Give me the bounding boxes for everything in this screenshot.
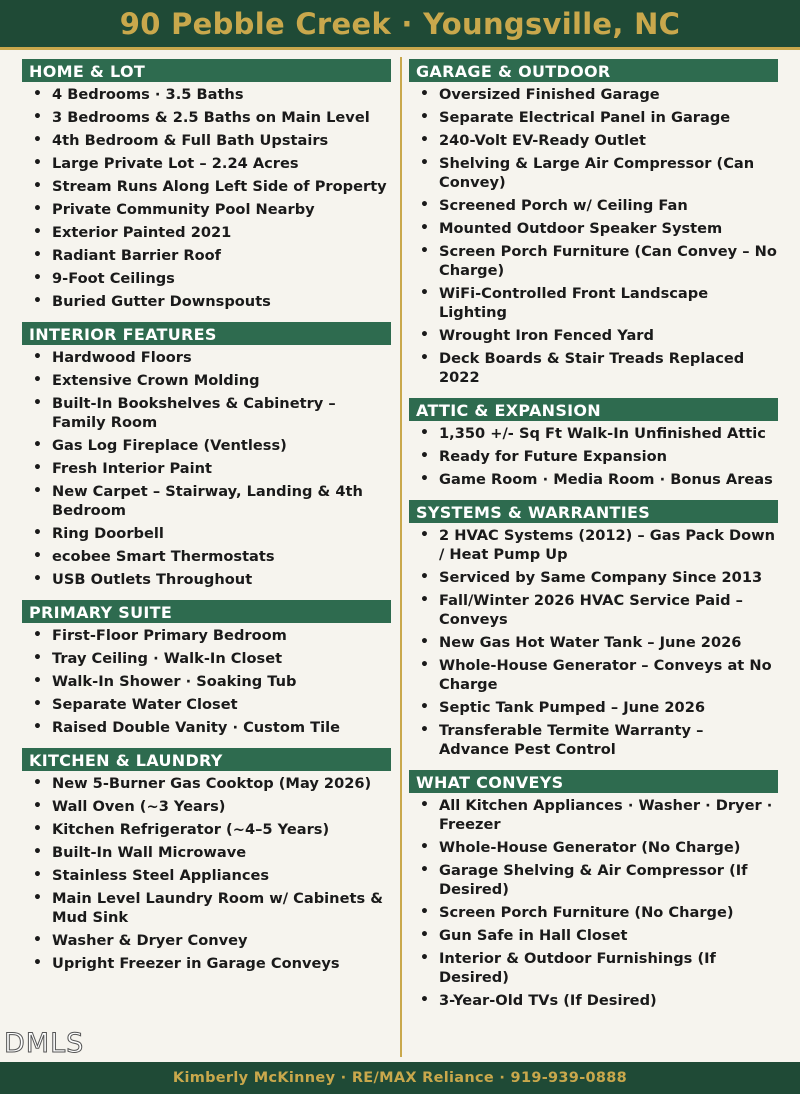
feature-list	[22, 82, 391, 311]
bullet-icon: •	[33, 525, 42, 541]
list-item	[22, 177, 391, 196]
list-item-text: New 5-Burner Gas Cooktop (May 2026)	[52, 775, 372, 792]
bullet-icon: •	[33, 201, 42, 217]
bullet-icon: •	[420, 992, 429, 1008]
bullet-icon: •	[33, 132, 42, 148]
list-item	[409, 926, 778, 945]
list-item-text: Fall/Winter 2026 HVAC Service Paid – Conveys	[439, 592, 743, 628]
bullet-icon: •	[33, 821, 42, 837]
list-item	[22, 200, 391, 219]
list-item	[409, 154, 778, 192]
list-item-text: Gas Log Fireplace (Ventless)	[52, 437, 287, 454]
list-item-text: Whole-House Generator – Conveys at No Charge	[439, 657, 772, 693]
list-item-text: Ready for Future Expansion	[439, 448, 668, 465]
left-column	[22, 59, 391, 984]
list-item	[22, 889, 391, 927]
bullet-icon: •	[33, 460, 42, 476]
list-item-text: Hardwood Floors	[52, 349, 192, 366]
list-item-text: 4 Bedrooms · 3.5 Baths	[52, 86, 244, 103]
bullet-icon: •	[33, 109, 42, 125]
list-item	[409, 326, 778, 345]
bullet-icon: •	[33, 798, 42, 814]
list-item-text: Buried Gutter Downspouts	[52, 293, 271, 310]
section-attic-expansion	[409, 398, 778, 489]
list-item	[409, 447, 778, 466]
bullet-icon: •	[420, 285, 429, 301]
list-item	[22, 348, 391, 367]
list-item-text: Screen Porch Furniture (Can Convey – No Charge)	[439, 243, 777, 279]
list-item	[409, 424, 778, 443]
list-item	[22, 570, 391, 589]
section-title: INTERIOR FEATURES	[22, 322, 391, 345]
list-item	[22, 695, 391, 714]
list-item	[409, 796, 778, 834]
list-item	[409, 196, 778, 215]
bullet-icon: •	[420, 109, 429, 125]
bullet-icon: •	[420, 657, 429, 673]
list-item-text: New Gas Hot Water Tank – June 2026	[439, 634, 742, 651]
bullet-icon: •	[420, 197, 429, 213]
bullet-icon: •	[420, 86, 429, 102]
section-garage-outdoor	[409, 59, 778, 387]
list-item-text: 1,350 +/- Sq Ft Walk-In Unfinished Attic	[439, 425, 766, 442]
list-item	[22, 931, 391, 950]
bullet-icon: •	[420, 927, 429, 943]
list-item	[22, 269, 391, 288]
page-title: 90 Pebble Creek · Youngsville, NC	[119, 6, 681, 41]
list-item-text: ecobee Smart Thermostats	[52, 548, 275, 565]
list-item	[409, 108, 778, 127]
list-item-text: Interior & Outdoor Furnishings (If Desired)	[439, 950, 716, 986]
list-item	[22, 820, 391, 839]
list-item-text: 4th Bedroom & Full Bath Upstairs	[52, 132, 329, 149]
list-item-text: 2 HVAC Systems (2012) – Gas Pack Down / Heat Pump Up	[439, 527, 776, 563]
bullet-icon: •	[420, 471, 429, 487]
list-item	[409, 633, 778, 652]
list-item	[22, 626, 391, 645]
feature-list	[409, 523, 778, 759]
list-item-text: Screened Porch w/ Ceiling Fan	[439, 197, 688, 214]
list-item-text: Mounted Outdoor Speaker System	[439, 220, 723, 237]
section-primary-suite	[22, 600, 391, 737]
list-item-text: 3-Year-Old TVs (If Desired)	[439, 992, 657, 1009]
mls-watermark: DMLS	[4, 1028, 85, 1059]
list-item	[22, 131, 391, 150]
bullet-icon: •	[33, 548, 42, 564]
bullet-icon: •	[33, 571, 42, 587]
list-item-text: 240-Volt EV-Ready Outlet	[439, 132, 646, 149]
bullet-icon: •	[33, 867, 42, 883]
list-item	[22, 547, 391, 566]
list-item-text: New Carpet – Stairway, Landing & 4th Bedroom	[52, 483, 363, 519]
list-item-text: Oversized Finished Garage	[439, 86, 660, 103]
list-item-text: Transferable Termite Warranty – Advance Pest Control	[439, 722, 704, 758]
list-item	[22, 866, 391, 885]
list-item-text: Washer & Dryer Convey	[52, 932, 248, 949]
bullet-icon: •	[33, 247, 42, 263]
bullet-icon: •	[33, 673, 42, 689]
list-item-text: Serviced by Same Company Since 2013	[439, 569, 763, 586]
list-item-text: Walk-In Shower · Soaking Tub	[52, 673, 297, 690]
list-item-text: Stainless Steel Appliances	[52, 867, 270, 884]
bullet-icon: •	[420, 839, 429, 855]
bullet-icon: •	[420, 220, 429, 236]
list-item	[22, 436, 391, 455]
bullet-icon: •	[33, 483, 42, 499]
bullet-icon: •	[33, 86, 42, 102]
list-item-text: Game Room · Media Room · Bonus Areas	[439, 471, 773, 488]
bullet-icon: •	[33, 372, 42, 388]
feature-list	[22, 771, 391, 973]
list-item	[22, 774, 391, 793]
bullet-icon: •	[420, 327, 429, 343]
bullet-icon: •	[420, 132, 429, 148]
bullet-icon: •	[420, 634, 429, 650]
list-item-text: Built-In Wall Microwave	[52, 844, 247, 861]
bullet-icon: •	[33, 932, 42, 948]
list-item	[409, 568, 778, 587]
list-item	[22, 797, 391, 816]
list-item-text: Extensive Crown Molding	[52, 372, 260, 389]
list-item-text: Separate Electrical Panel in Garage	[439, 109, 731, 126]
list-item	[409, 721, 778, 759]
list-item-text: Screen Porch Furniture (No Charge)	[439, 904, 734, 921]
section-title: SYSTEMS & WARRANTIES	[409, 500, 778, 523]
list-item-text: 9-Foot Ceilings	[52, 270, 175, 287]
list-item-text: Built-In Bookshelves & Cabinetry – Family Room	[52, 395, 336, 431]
list-item	[409, 85, 778, 104]
section-kitchen-laundry	[22, 748, 391, 973]
list-item-text: Wall Oven (~3 Years)	[52, 798, 226, 815]
list-item	[409, 949, 778, 987]
bullet-icon: •	[420, 569, 429, 585]
list-item	[22, 459, 391, 478]
list-item-text: Garage Shelving & Air Compressor (If Desired)	[439, 862, 748, 898]
list-item-text: Private Community Pool Nearby	[52, 201, 315, 218]
section-home-lot	[22, 59, 391, 311]
list-item	[22, 223, 391, 242]
list-item	[409, 903, 778, 922]
section-interior-features	[22, 322, 391, 589]
section-title: HOME & LOT	[22, 59, 391, 82]
right-column	[409, 59, 778, 1021]
list-item	[22, 649, 391, 668]
list-item	[22, 718, 391, 737]
list-item	[22, 954, 391, 973]
feature-list	[409, 793, 778, 1010]
bullet-icon: •	[33, 696, 42, 712]
bullet-icon: •	[420, 350, 429, 366]
feature-list	[22, 623, 391, 737]
list-item	[409, 470, 778, 489]
list-item-text: All Kitchen Appliances · Washer · Dryer · Freezer	[439, 797, 773, 833]
bullet-icon: •	[33, 349, 42, 365]
agent-contact: Kimberly McKinney · RE/MAX Reliance · 919-939-0888	[172, 1070, 628, 1086]
section-title: GARAGE & OUTDOOR	[409, 59, 778, 82]
list-item-text: Raised Double Vanity · Custom Tile	[52, 719, 341, 736]
page-footer	[0, 1062, 800, 1094]
section-title: KITCHEN & LAUNDRY	[22, 748, 391, 771]
bullet-icon: •	[420, 862, 429, 878]
feature-list	[22, 345, 391, 589]
list-item-text: 3 Bedrooms & 2.5 Baths on Main Level	[52, 109, 370, 126]
bullet-icon: •	[33, 955, 42, 971]
bullet-icon: •	[33, 155, 42, 171]
section-what-conveys	[409, 770, 778, 1010]
bullet-icon: •	[33, 293, 42, 309]
list-item	[409, 219, 778, 238]
list-item-text: Fresh Interior Paint	[52, 460, 213, 477]
list-item	[22, 482, 391, 520]
bullet-icon: •	[420, 950, 429, 966]
bullet-icon: •	[33, 650, 42, 666]
bullet-icon: •	[33, 224, 42, 240]
list-item	[409, 861, 778, 899]
bullet-icon: •	[420, 699, 429, 715]
bullet-icon: •	[33, 844, 42, 860]
feature-list	[409, 421, 778, 489]
bullet-icon: •	[33, 178, 42, 194]
bullet-icon: •	[33, 775, 42, 791]
list-item	[22, 108, 391, 127]
section-systems-warranties	[409, 500, 778, 759]
bullet-icon: •	[420, 722, 429, 738]
list-item	[22, 371, 391, 390]
list-item-text: Radiant Barrier Roof	[52, 247, 222, 264]
list-item-text: Stream Runs Along Left Side of Property	[52, 178, 387, 195]
list-item	[22, 394, 391, 432]
list-item-text: Kitchen Refrigerator (~4–5 Years)	[52, 821, 330, 838]
list-item-text: USB Outlets Throughout	[52, 571, 253, 588]
bullet-icon: •	[33, 627, 42, 643]
section-title: WHAT CONVEYS	[409, 770, 778, 793]
list-item	[409, 591, 778, 629]
list-item	[409, 284, 778, 322]
list-item	[22, 672, 391, 691]
bullet-icon: •	[420, 448, 429, 464]
list-item	[409, 526, 778, 564]
list-item-text: Deck Boards & Stair Treads Replaced 2022	[439, 350, 745, 386]
list-item	[409, 698, 778, 717]
list-item-text: Shelving & Large Air Compressor (Can Convey)	[439, 155, 755, 191]
list-item	[22, 524, 391, 543]
list-item-text: Large Private Lot – 2.24 Acres	[52, 155, 299, 172]
list-item-text: Wrought Iron Fenced Yard	[439, 327, 654, 344]
bullet-icon: •	[33, 270, 42, 286]
bullet-icon: •	[420, 904, 429, 920]
bullet-icon: •	[420, 425, 429, 441]
list-item	[22, 246, 391, 265]
bullet-icon: •	[420, 155, 429, 171]
list-item-text: WiFi-Controlled Front Landscape Lighting	[439, 285, 709, 321]
list-item	[409, 242, 778, 280]
list-item-text: Main Level Laundry Room w/ Cabinets & Mud Sink	[52, 890, 383, 926]
list-item	[22, 843, 391, 862]
bullet-icon: •	[33, 395, 42, 411]
bullet-icon: •	[420, 527, 429, 543]
page-header	[0, 0, 800, 50]
list-item	[409, 131, 778, 150]
list-item-text: Whole-House Generator (No Charge)	[439, 839, 741, 856]
section-title: PRIMARY SUITE	[22, 600, 391, 623]
column-divider	[400, 57, 402, 1057]
feature-list	[409, 82, 778, 387]
list-item	[22, 85, 391, 104]
bullet-icon: •	[420, 243, 429, 259]
list-item	[22, 154, 391, 173]
list-item-text: Exterior Painted 2021	[52, 224, 232, 241]
bullet-icon: •	[33, 437, 42, 453]
list-item	[409, 991, 778, 1010]
section-title: ATTIC & EXPANSION	[409, 398, 778, 421]
list-item-text: Gun Safe in Hall Closet	[439, 927, 628, 944]
bullet-icon: •	[420, 797, 429, 813]
bullet-icon: •	[420, 592, 429, 608]
bullet-icon: •	[33, 890, 42, 906]
bullet-icon: •	[33, 719, 42, 735]
list-item-text: Ring Doorbell	[52, 525, 164, 542]
list-item-text: First-Floor Primary Bedroom	[52, 627, 287, 644]
list-item-text: Tray Ceiling · Walk-In Closet	[52, 650, 283, 667]
list-item-text: Separate Water Closet	[52, 696, 238, 713]
list-item	[409, 656, 778, 694]
list-item	[409, 838, 778, 857]
list-item	[22, 292, 391, 311]
list-item	[409, 349, 778, 387]
list-item-text: Upright Freezer in Garage Conveys	[52, 955, 340, 972]
list-item-text: Septic Tank Pumped – June 2026	[439, 699, 706, 716]
